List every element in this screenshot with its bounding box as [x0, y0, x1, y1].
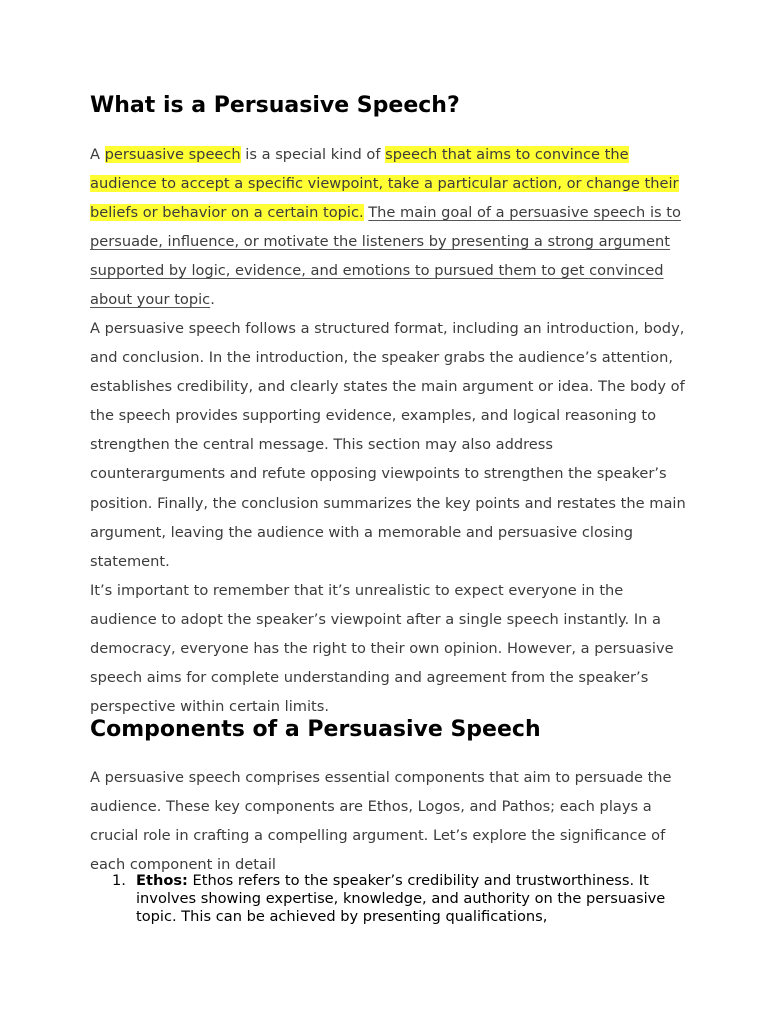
- intro-paragraph: [90, 140, 690, 315]
- text-run: .: [210, 291, 215, 309]
- list-item-number: 1.: [112, 872, 126, 889]
- underlined-sentence: The main goal of a persuasive speech is to persuade, influence, or motivate the listeners by presenting a strong argument supported by logic, evidence, and emotions to pursued them to get convinced about your topic: [90, 204, 681, 309]
- highlighted-term: persuasive speech: [104, 146, 241, 163]
- components-list: [90, 872, 680, 927]
- highlighted-definition: speech that aims to convince the audience to accept a specific viewpoint, take a particular action, or change their beliefs or behavior on a certain topic.: [90, 146, 679, 222]
- page-title: What is a Persuasive Speech?: [90, 93, 460, 118]
- text-run: A: [90, 146, 105, 163]
- list-item-ethos: [90, 872, 680, 927]
- text-run: is a special kind of: [240, 146, 386, 163]
- section-heading-components: Components of a Persuasive Speech: [90, 717, 541, 742]
- list-item-term: Ethos:: [136, 872, 188, 889]
- list-item-text: Ethos refers to the speaker’s credibility and trustworthiness. It involves showing expertise, knowledge, and authority on the persuasive topic. This can be achieved by presenting qualifications,: [136, 872, 666, 926]
- structure-paragraph: A persuasive speech follows a structured format, including an introduction, body, and conclusion. In the introduction, the speaker grabs the audience’s attention, establishes credibility, and clearly states the main argument or idea. The body of the speech provides supporting evidence, examples, and logical reasoning to strengthen the central message. This section may also address counterarguments and refute opposing viewpoints to strengthen the speaker’s position. Finally, the conclusion summarizes the key points and restates the main argument, leaving the audience with a memorable and persuasive closing statement.: [90, 320, 686, 570]
- components-paragraph: A persuasive speech comprises essential components that aim to persuade the audience. These key components are Ethos, Logos, and Pathos; each plays a crucial role in crafting a compelling argument. Let’s explore the significance of each component in detail: [90, 769, 672, 874]
- democracy-paragraph: It’s important to remember that it’s unrealistic to expect everyone in the audience to adopt the speaker’s viewpoint after a single speech instantly. In a democracy, everyone has the right to their own opinion. However, a persuasive speech aims for complete understanding and agreement from the speaker’s perspective within certain limits.: [90, 582, 674, 716]
